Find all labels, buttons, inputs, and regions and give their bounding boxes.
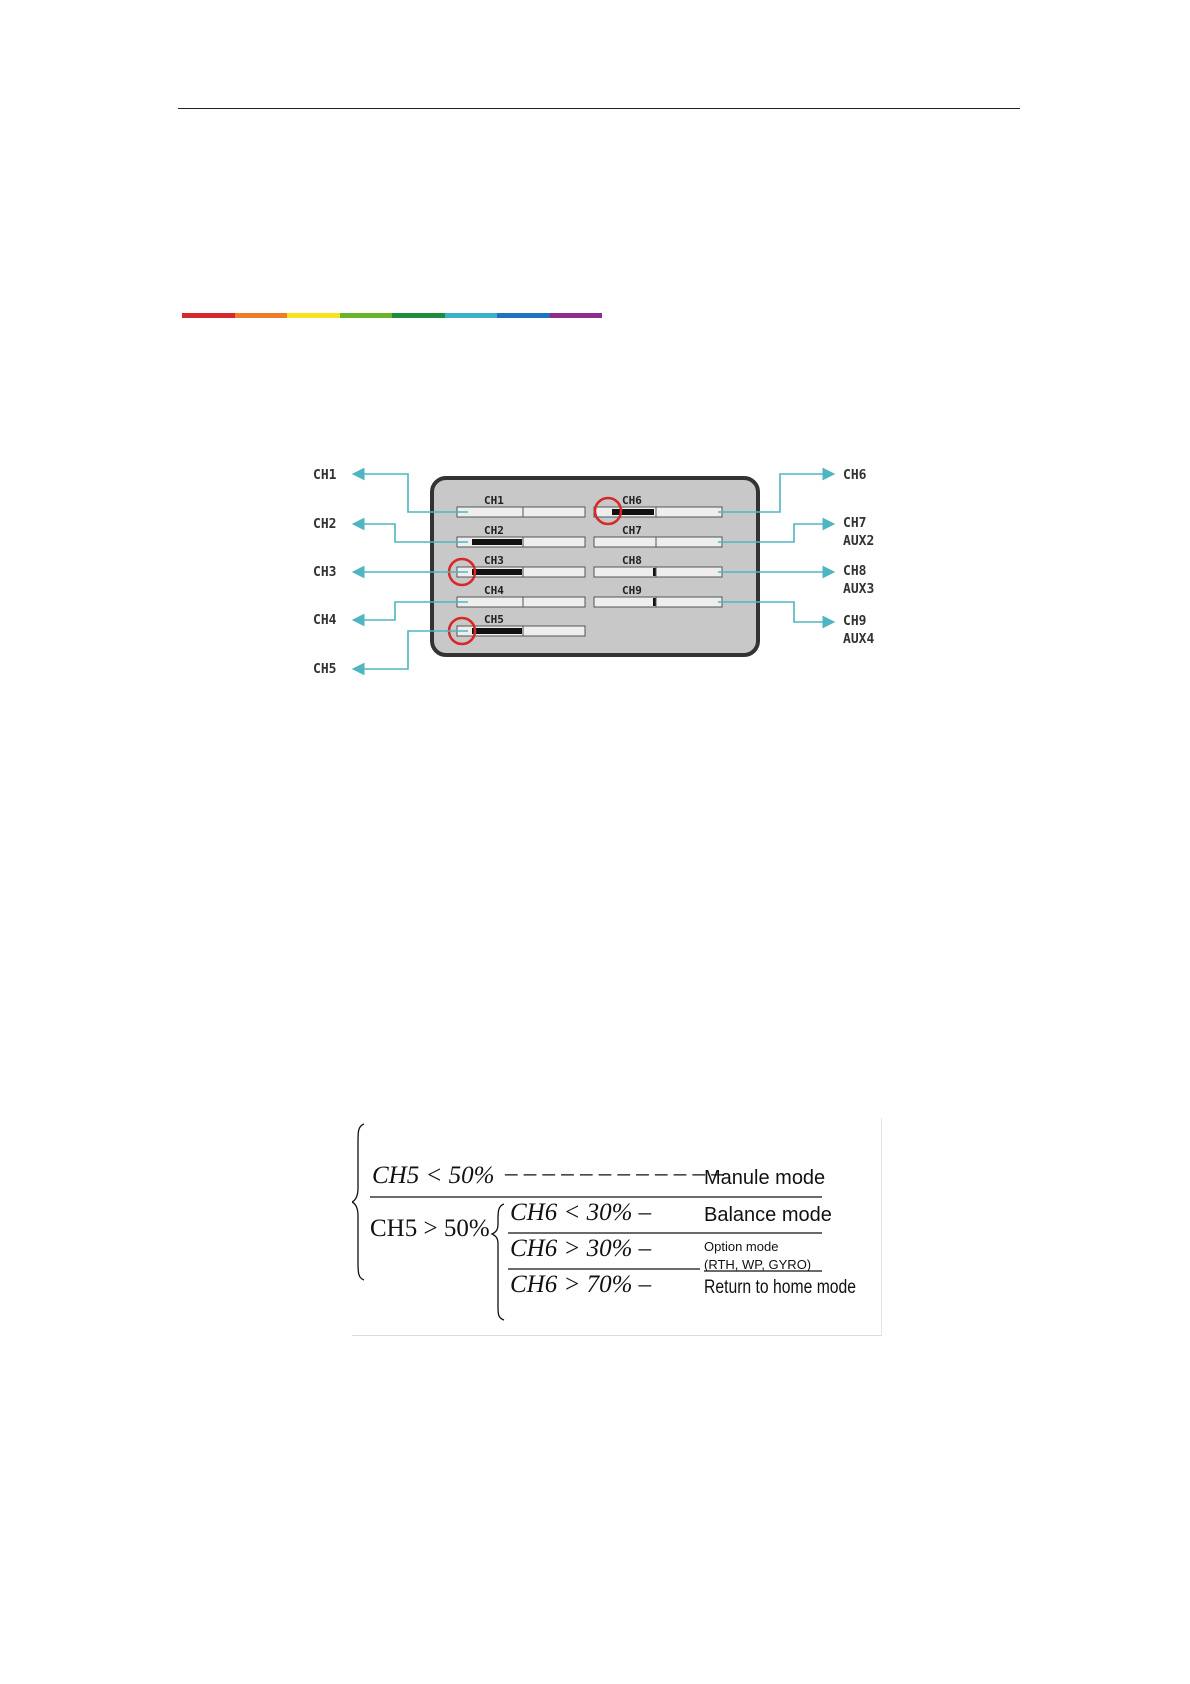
left-label-ch1: CH1	[313, 468, 337, 483]
case1-mode: Balance mode	[704, 1204, 832, 1226]
row2-condition: CH5 > 50%	[370, 1215, 490, 1242]
case2-mode: Option mode	[704, 1239, 779, 1254]
left-label-ch2: CH2	[313, 517, 337, 532]
color-bar-segment	[182, 313, 235, 318]
case1-condition: CH6 < 30% –	[510, 1199, 652, 1226]
color-bar-segment	[550, 313, 603, 318]
row1-condition: CH5 < 50%	[372, 1162, 495, 1189]
right-label-ch7: CH7	[843, 516, 867, 531]
inner-label-ch6: CH6	[622, 494, 642, 507]
color-bar-segment	[287, 313, 340, 318]
header-rule	[178, 108, 1020, 109]
color-bar-segment	[445, 313, 498, 318]
right-label-aux2: AUX2	[843, 534, 875, 549]
right-label-ch9: CH9	[843, 614, 867, 629]
case2-condition: CH6 > 30% –	[510, 1235, 652, 1262]
inner-label-ch2: CH2	[484, 524, 504, 537]
outer-brace	[352, 1124, 364, 1280]
right-label-ch6: CH6	[843, 468, 867, 483]
inner-label-ch1: CH1	[484, 494, 504, 507]
color-bar-segment	[392, 313, 445, 318]
left-label-ch5: CH5	[313, 662, 337, 677]
color-bar-segment	[497, 313, 550, 318]
row1-dashes: – – – – – – – – – – – –	[505, 1160, 724, 1187]
case3-condition: CH6 > 70% –	[510, 1271, 652, 1298]
inner-label-ch4: CH4	[484, 584, 504, 597]
color-bar-segment	[340, 313, 393, 318]
color-bar	[182, 313, 602, 318]
case3-mode: Return to home mode	[704, 1277, 856, 1298]
case2-sub: (RTH, WP, GYRO)	[704, 1257, 812, 1272]
inner-label-ch7: CH7	[622, 524, 642, 537]
color-bar-segment	[235, 313, 288, 318]
inner-label-ch8: CH8	[622, 554, 642, 567]
right-label-ch8: CH8	[843, 564, 867, 579]
right-label-aux3: AUX3	[843, 582, 875, 597]
left-label-ch3: CH3	[313, 565, 337, 580]
channel-diagram	[300, 455, 900, 695]
inner-label-ch3: CH3	[484, 554, 504, 567]
inner-brace	[492, 1204, 504, 1320]
inner-label-ch9: CH9	[622, 584, 642, 597]
row1-mode: Manule mode	[704, 1167, 826, 1189]
left-label-ch4: CH4	[313, 613, 337, 628]
inner-label-ch5: CH5	[484, 613, 504, 626]
right-label-aux4: AUX4	[843, 632, 875, 647]
mode-formula-svg	[352, 1118, 882, 1336]
channel-diagram-svg	[300, 455, 900, 695]
mode-formula	[352, 1118, 882, 1336]
